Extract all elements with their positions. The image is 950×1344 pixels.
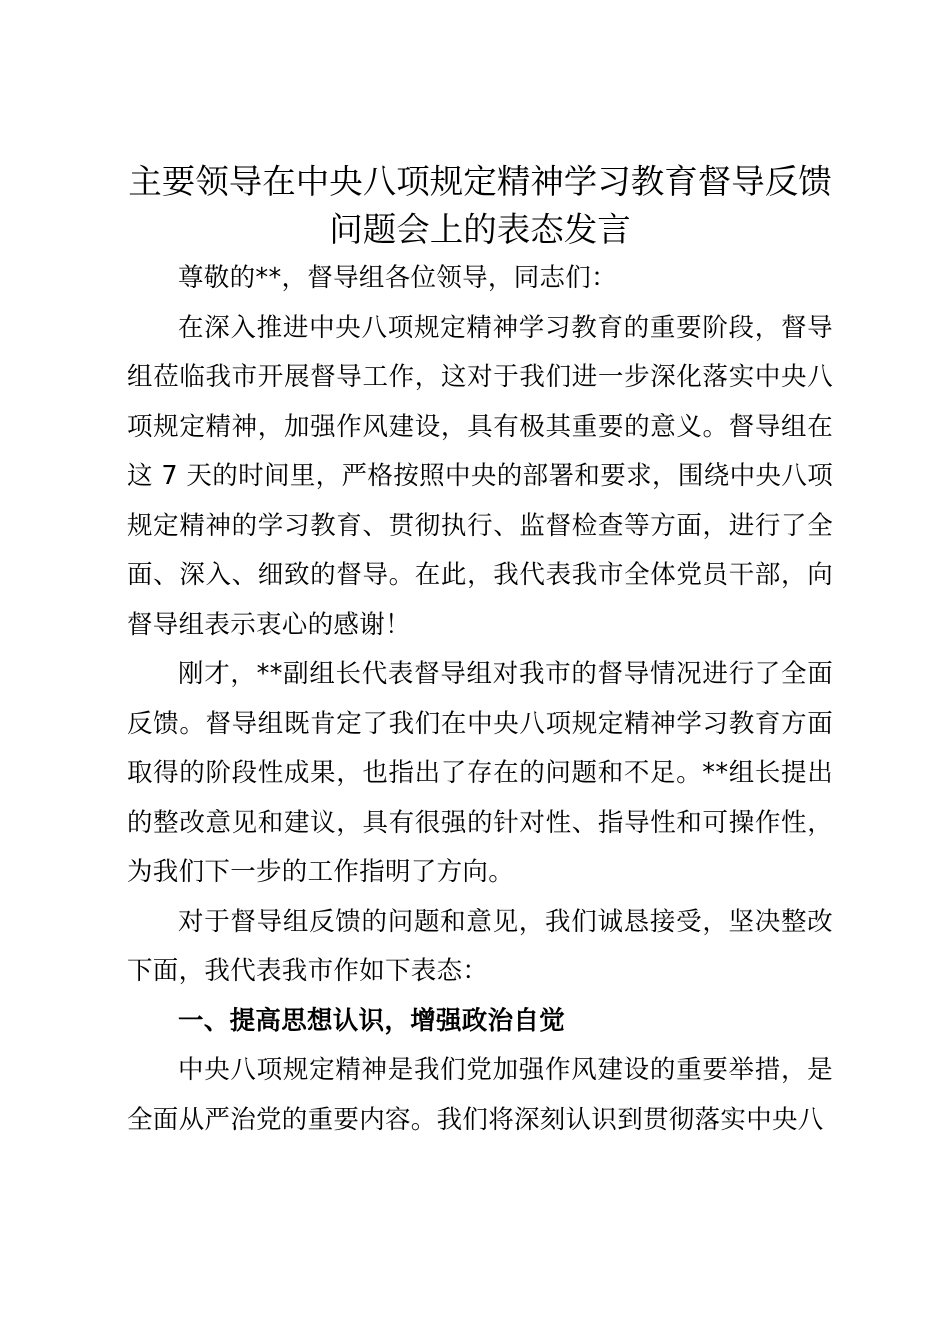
document-body xyxy=(127,158,833,1145)
paragraph-1: 在深入推进中央八项规定精神学习教育的重要阶段，督导组莅临我市开展督导工作，这对于我们进一步深化落实中央八项规定精神，加强作风建设，具有极其重要的意义。督导组在这 7 天的时间里，严格按照中央的部署和要求，围绕中央八项规定精神的学习教育、贯彻执行、监督检查等方面，进行了全面、深入、细致的督导。在此，我代表我市全体党员干部，向督导组表示衷心的感谢！ xyxy=(127,312,833,640)
section-heading-1: 一、提高思想认识，增强政治自觉 xyxy=(178,1005,566,1036)
section-1-paragraph: 中央八项规定精神是我们党加强作风建设的重要举措，是全面从严治党的重要内容。我们将深刻认识到贯彻落实中央八 xyxy=(127,1055,833,1135)
document-title: 主要领导在中央八项规定精神学习教育督导反馈问题会上的表态发言 xyxy=(128,162,832,249)
paragraph-2: 刚才，**副组长代表督导组对我市的督导情况进行了全面反馈。督导组既肯定了我们在中央八项规定精神学习教育方面取得的阶段性成果，也指出了存在的问题和不足。**组长提出的整改意见和建议，具有很强的针对性、指导性和可操作性，为我们下一步的工作指明了方向。 xyxy=(127,659,833,887)
paragraph-3: 对于督导组反馈的问题和意见，我们诚恳接受，坚决整改下面，我代表我市作如下表态： xyxy=(127,906,833,986)
salutation: 尊敬的**，督导组各位领导，同志们： xyxy=(178,263,617,293)
